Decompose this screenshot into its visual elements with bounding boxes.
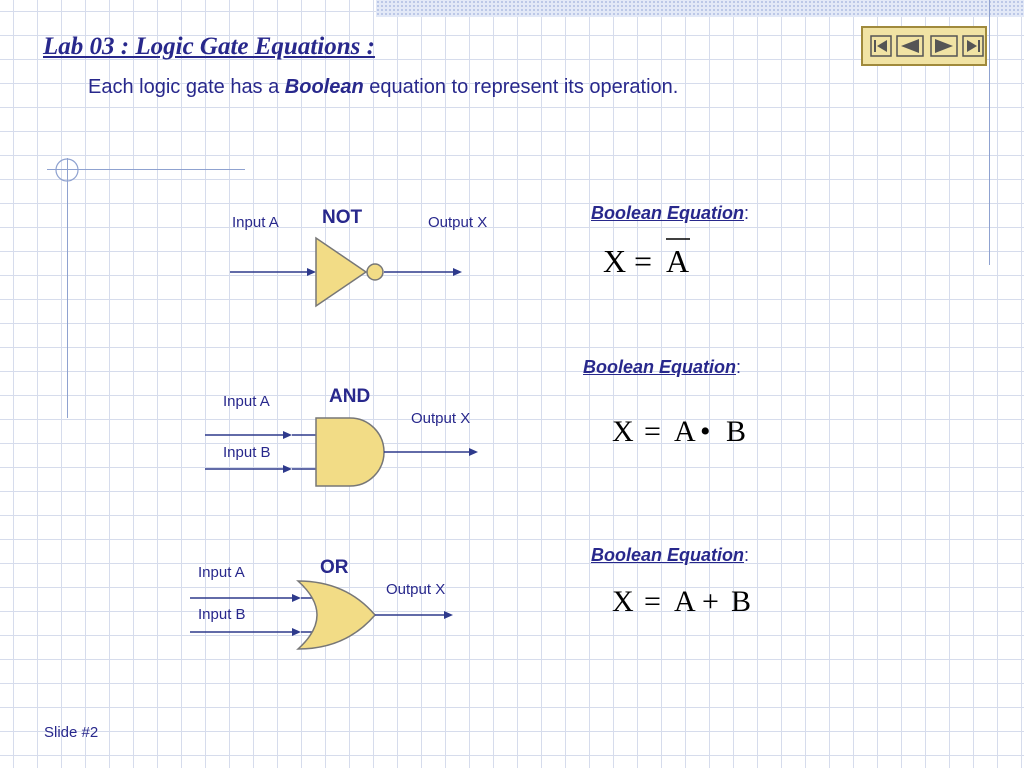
previous-slide-button[interactable]: [896, 35, 924, 57]
first-slide-bar-icon: [874, 40, 876, 52]
or-eq-lhs: X: [612, 585, 634, 618]
not-gate-body: [316, 238, 366, 306]
not-output-arrow: [453, 268, 462, 276]
or-output-label: Output X: [386, 581, 446, 598]
and-equation-label-text: Boolean Equation: [583, 357, 736, 377]
and-input-b-arrow: [283, 465, 292, 473]
and-equation-label: [583, 357, 741, 378]
not-equation-label-colon: :: [744, 203, 750, 223]
and-eq-lhs: X: [612, 415, 634, 448]
or-eq-op: +: [702, 585, 719, 618]
not-eq-lhs: X: [603, 243, 627, 279]
and-equation-label-colon: :: [736, 357, 742, 377]
not-input-label: Input A: [232, 214, 279, 231]
and-eq-op: •: [700, 415, 711, 448]
not-eq-equals: =: [634, 243, 653, 279]
not-output-label: Output X: [428, 214, 488, 231]
or-input-b-label: Input B: [198, 606, 246, 623]
and-eq-b: B: [726, 415, 747, 448]
not-input-arrow: [307, 268, 316, 276]
last-slide-button[interactable]: [962, 35, 984, 57]
and-output-label: Output X: [411, 410, 471, 427]
crosshair-ring-icon: [56, 159, 78, 181]
and-gate-body: [316, 418, 384, 486]
next-slide-button[interactable]: [930, 35, 958, 57]
not-gate-name: NOT: [322, 207, 363, 228]
and-input-b-label: Input B: [223, 444, 271, 461]
and-output-arrow: [469, 448, 478, 456]
or-eq-equals: =: [644, 585, 661, 618]
last-slide-bar-icon: [978, 40, 980, 52]
not-equation-label-text: Boolean Equation: [591, 203, 744, 223]
subtitle-text-end: equation to represent its operation.: [363, 76, 679, 98]
or-equation-label-colon: :: [744, 545, 750, 565]
slide-navigation: [861, 26, 987, 66]
subtitle-text-start: Each logic gate has a: [88, 76, 285, 98]
or-input-b-arrow: [292, 628, 301, 636]
or-equation-label: [591, 545, 749, 566]
or-gate-name: OR: [320, 557, 349, 578]
or-equation-label-text: Boolean Equation: [591, 545, 744, 565]
slide-title: Lab 03 : Logic Gate Equations :: [43, 33, 375, 60]
or-output-arrow: [444, 611, 453, 619]
and-gate-name: AND: [329, 386, 371, 407]
not-equation-label: [591, 203, 749, 224]
not-gate-bubble: [367, 264, 383, 280]
or-gate-body: [298, 581, 375, 649]
first-slide-button[interactable]: [870, 35, 892, 57]
or-eq-b: B: [731, 585, 752, 618]
or-input-a-arrow: [292, 594, 301, 602]
and-input-a-arrow: [283, 431, 292, 439]
and-eq-a: A: [674, 415, 696, 448]
and-eq-equals: =: [644, 415, 661, 448]
slide-number: Slide #2: [44, 724, 99, 741]
or-eq-a: A: [674, 585, 696, 618]
subtitle-emphasis: Boolean: [284, 76, 364, 98]
or-equation: [612, 585, 751, 618]
and-equation: [612, 415, 746, 448]
and-input-a-label: Input A: [223, 393, 270, 410]
not-equation: [603, 239, 690, 279]
not-eq-rhs: A: [666, 243, 690, 279]
or-input-a-label: Input A: [198, 564, 245, 581]
